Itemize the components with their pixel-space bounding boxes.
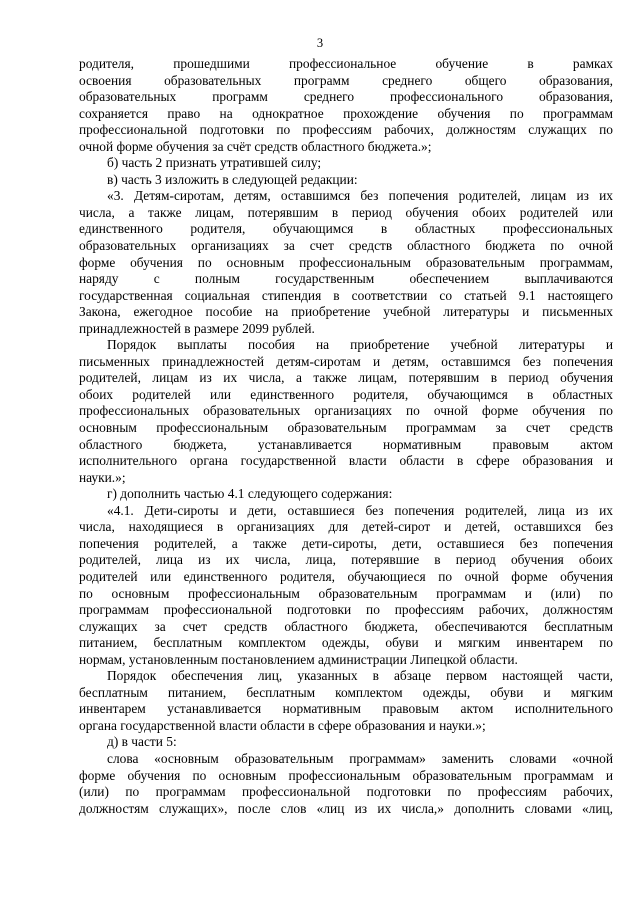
text-line: служащих за счет средств областного бюджета, обеспечиваются бесплатным — [79, 618, 613, 634]
text-line: профессиональных образовательных организациях по очной форме обучения по — [79, 403, 613, 419]
text-line: государственная социальная стипендия в соответствии со статьей 9.1 настоящего — [79, 287, 613, 303]
text-line: числа, а также лицам, потерявшим в период обучения обоих родителей или — [79, 204, 613, 220]
text-line: очной форме обучения за счёт средств областного бюджета.»; — [79, 138, 432, 154]
text-line: обоих родителей или единственного родителя, обучающимся в областных — [79, 386, 613, 402]
text-line: основным профессиональным образовательным программам за счет средств — [79, 420, 613, 436]
text-line: «4.1. Дети-сироты и дети, оставшиеся без попечения родителей, лица из их — [107, 502, 613, 518]
text-line: наряду с полным государственным обеспечением выплачиваются — [79, 271, 613, 287]
text-line: образовательных организациях за счет средств областного бюджета по очной — [79, 238, 613, 254]
text-line: форме обучения по основным профессиональным образовательным программам, — [79, 254, 613, 270]
text-line: исполнительного органа государственной власти области в сфере образования и — [79, 453, 613, 469]
text-line: г) дополнить частью 4.1 следующего содержания: — [107, 486, 393, 502]
text-line: Порядок выплаты пособия на приобретение учебной литературы и — [107, 337, 613, 353]
text-line: родителей, лицам из их числа, а также лицам, потерявшим в период обучения — [79, 370, 613, 386]
text-line: областного бюджета, устанавливается нормативным правовым актом — [79, 436, 613, 452]
text-line: родителя, прошедшими профессиональное обучение в рамках — [79, 56, 613, 71]
text-line: родителей или единственного родителя, обучающиеся по очной форме обучения — [79, 568, 613, 584]
text-line: программам профессиональной подготовки по профессиям рабочих, должностям — [79, 602, 613, 618]
text-line: д) в части 5: — [107, 734, 177, 750]
text-line: сохраняется право на однократное прохождение обучения по программам — [79, 105, 613, 121]
text-line: в) часть 3 изложить в следующей редакции: — [107, 171, 358, 187]
text-line: попечения родителей, а также дети-сироты, дети, оставшиеся без попечения — [79, 535, 613, 551]
text-line: родителей, лица из их числа, лица, потерявшие в период обучения обоих — [79, 552, 613, 568]
text-line: числа, находящиеся в организациях для детей-сирот и детей, оставшихся без — [79, 519, 613, 535]
text-line: Порядок обеспечения лиц, указанных в абзаце первом настоящей части, — [107, 668, 613, 684]
page-number: 3 — [316, 36, 324, 50]
text-line: инвентарем устанавливается нормативным правовым актом исполнительного — [79, 701, 613, 717]
document-body — [79, 56, 613, 817]
text-line: письменных принадлежностей детям-сиротам и детям, оставшимся без попечения — [79, 353, 613, 369]
text-line: нормам, установленным постановлением администрации Липецкой области. — [79, 651, 518, 667]
text-line: форме обучения по основным профессиональным образовательным программам и — [79, 767, 613, 783]
text-line: принадлежностей в размере 2099 рублей. — [79, 320, 315, 336]
text-line: профессиональной подготовки по профессиям рабочих, должностям служащих по — [79, 122, 613, 138]
text-line: освоения образовательных программ среднего общего образования, — [79, 72, 613, 88]
text-line: «3. Детям-сиротам, детям, оставшимся без попечения родителей, лицам из их — [107, 188, 613, 204]
text-line: науки.»; — [79, 469, 126, 485]
text-line: должностям служащих», после слов «лиц из их числа,» дополнить словами «лиц, — [79, 800, 613, 816]
text-line: б) часть 2 признать утратившей силу; — [107, 155, 322, 171]
text-line: Закона, ежегодное пособие на приобретение учебной литературы и письменных — [79, 304, 613, 320]
text-line: питанием, бесплатным комплектом одежды, обуви и мягким инвентарем по — [79, 635, 613, 651]
text-line: бесплатным питанием, бесплатным комплектом одежды, обуви и мягким — [79, 684, 613, 700]
text-line: по основным профессиональным образовательным программам и (или) по — [79, 585, 613, 601]
text-line: (или) по программам профессиональной подготовки по профессиям рабочих, — [79, 784, 613, 800]
text-line: единственного родителя, обучающимся в областных профессиональных — [79, 221, 613, 237]
text-line: образовательных программ среднего профессионального образования, — [79, 89, 613, 105]
text-line: органа государственной власти области в сфере образования и науки.»; — [79, 717, 486, 733]
text-line: слова «основным образовательным программам» заменить словами «очной — [107, 750, 613, 766]
